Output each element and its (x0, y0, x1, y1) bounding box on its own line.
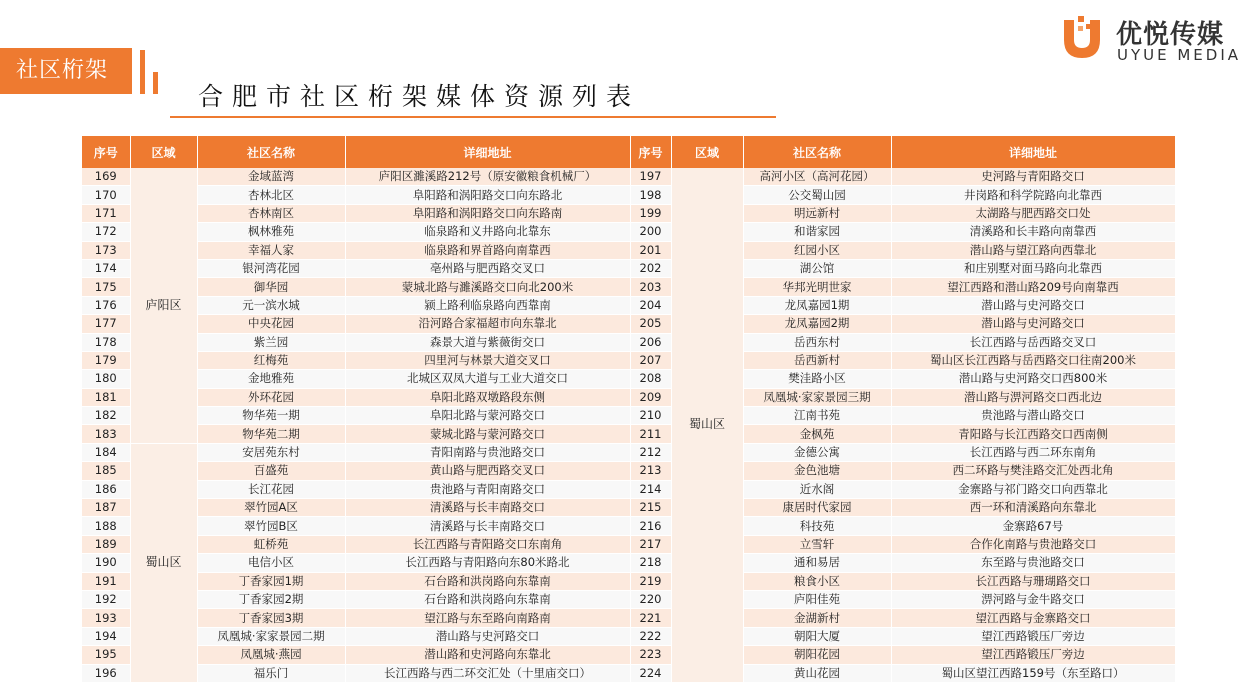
community-name: 福乐门 (197, 664, 345, 682)
table-row (82, 627, 1175, 645)
address: 潜山路与史河路交口 (345, 627, 630, 645)
community-name: 立雪轩 (743, 535, 891, 553)
table-row (82, 333, 1175, 351)
area-cell: 蜀山区 (130, 443, 197, 682)
row-index: 178 (82, 333, 130, 351)
community-name: 长江花园 (197, 480, 345, 498)
table-row (82, 186, 1175, 204)
community-name: 康居时代家园 (743, 499, 891, 517)
row-index: 182 (82, 407, 130, 425)
address: 沿河路合家福超市向东靠北 (345, 315, 630, 333)
community-name: 枫林雅苑 (197, 223, 345, 241)
community-name: 朝阳花园 (743, 646, 891, 664)
address: 井岗路和科学院路向北靠西 (891, 186, 1175, 204)
address: 蒙城北路与蒙河路交口 (345, 425, 630, 443)
row-index: 223 (630, 646, 671, 664)
address: 长江西路与岳西路交叉口 (891, 333, 1175, 351)
address: 西二环路与樊洼路交汇处西北角 (891, 462, 1175, 480)
community-name: 丁香家园3期 (197, 609, 345, 627)
row-index: 175 (82, 278, 130, 296)
community-name: 元一滨水城 (197, 296, 345, 314)
header-area: 区域 (130, 136, 197, 168)
row-index: 192 (82, 590, 130, 608)
community-name: 黄山花园 (743, 664, 891, 682)
community-name: 金色池塘 (743, 462, 891, 480)
page-title: 合肥市社区桁架媒体资源列表 (198, 82, 641, 111)
address: 潜山路与史河路交口 (891, 315, 1175, 333)
community-name: 百盛苑 (197, 462, 345, 480)
area-cell: 庐阳区 (130, 168, 197, 443)
row-index: 189 (82, 535, 130, 553)
header-community: 社区名称 (197, 136, 345, 168)
row-index: 210 (630, 407, 671, 425)
address: 庐阳区濉溪路212号（原安徽粮食机械厂） (345, 168, 630, 186)
row-index: 181 (82, 388, 130, 406)
area-cell: 蜀山区 (671, 168, 743, 682)
community-name: 杏林南区 (197, 204, 345, 222)
row-index: 191 (82, 572, 130, 590)
table-row (82, 572, 1175, 590)
row-index: 214 (630, 480, 671, 498)
table-row (82, 554, 1175, 572)
address: 长江西路与青阳路向东80米路北 (345, 554, 630, 572)
address: 潜山路和史河路向东靠北 (345, 646, 630, 664)
address: 东至路与贵池路交口 (891, 554, 1175, 572)
row-index: 201 (630, 241, 671, 259)
community-name: 明远新村 (743, 204, 891, 222)
table-row (82, 462, 1175, 480)
row-index: 200 (630, 223, 671, 241)
table-row (82, 278, 1175, 296)
header-address: 详细地址 (891, 136, 1175, 168)
table-row (82, 168, 1175, 186)
address: 清溪路与长丰南路交口 (345, 499, 630, 517)
row-index: 212 (630, 443, 671, 461)
community-name: 红梅苑 (197, 351, 345, 369)
address: 金寨路67号 (891, 517, 1175, 535)
table-row (82, 296, 1175, 314)
address: 阜阳北路与蒙河路交口 (345, 407, 630, 425)
row-index: 220 (630, 590, 671, 608)
address: 西一环和清溪路向东靠北 (891, 499, 1175, 517)
table-row (82, 590, 1175, 608)
community-name: 电信小区 (197, 554, 345, 572)
community-name: 金枫苑 (743, 425, 891, 443)
header-address: 详细地址 (345, 136, 630, 168)
address: 临泉路和界首路向南靠西 (345, 241, 630, 259)
row-index: 184 (82, 443, 130, 461)
address: 合作化南路与贵池路交口 (891, 535, 1175, 553)
tag-accent-bar-short (153, 72, 158, 94)
header-index: 序号 (82, 136, 130, 168)
row-index: 193 (82, 609, 130, 627)
row-index: 173 (82, 241, 130, 259)
address: 长江西路与青阳路交口东南角 (345, 535, 630, 553)
table-row (82, 443, 1175, 461)
row-index: 219 (630, 572, 671, 590)
table-row (82, 259, 1175, 277)
resource-table (82, 136, 1176, 683)
community-name: 红园小区 (743, 241, 891, 259)
community-name: 凤凰城·家家景园三期 (743, 388, 891, 406)
address: 清溪路与长丰南路交口 (345, 517, 630, 535)
table-row (82, 315, 1175, 333)
address: 清溪路和长丰路向南靠西 (891, 223, 1175, 241)
address: 贵池路与潜山路交口 (891, 407, 1175, 425)
row-index: 198 (630, 186, 671, 204)
address: 望江西路与金寨路交口 (891, 609, 1175, 627)
address: 亳州路与肥西路交叉口 (345, 259, 630, 277)
address: 森景大道与紫薇街交口 (345, 333, 630, 351)
row-index: 195 (82, 646, 130, 664)
row-index: 224 (630, 664, 671, 682)
row-index: 172 (82, 223, 130, 241)
row-index: 185 (82, 462, 130, 480)
table-row (82, 388, 1175, 406)
row-index: 169 (82, 168, 130, 186)
address: 石台路和洪岗路向东靠南 (345, 572, 630, 590)
address: 淠河路与金牛路交口 (891, 590, 1175, 608)
community-name: 江南书苑 (743, 407, 891, 425)
table-row (82, 517, 1175, 535)
community-name: 御华园 (197, 278, 345, 296)
row-index: 171 (82, 204, 130, 222)
brand-name-en: UYUE MEDIA (1117, 46, 1242, 64)
community-name: 紫兰园 (197, 333, 345, 351)
address: 太湖路与肥西路交口处 (891, 204, 1175, 222)
community-name: 公交蜀山园 (743, 186, 891, 204)
header-area: 区域 (671, 136, 743, 168)
table-row (82, 223, 1175, 241)
community-name: 丁香家园1期 (197, 572, 345, 590)
address: 潜山路与淠河路交口西北边 (891, 388, 1175, 406)
brand-name-cn: 优悦传媒 (1116, 20, 1225, 50)
address: 阜阳路和涡阳路交口向东路南 (345, 204, 630, 222)
community-name: 幸福人家 (197, 241, 345, 259)
row-index: 176 (82, 296, 130, 314)
community-name: 通和易居 (743, 554, 891, 572)
address: 青阳路与长江西路交口西南侧 (891, 425, 1175, 443)
row-index: 177 (82, 315, 130, 333)
community-name: 龙凤嘉园2期 (743, 315, 891, 333)
table-row (82, 646, 1175, 664)
address: 金寨路与祁门路交口向西靠北 (891, 480, 1175, 498)
row-index: 203 (630, 278, 671, 296)
community-name: 龙凤嘉园1期 (743, 296, 891, 314)
table-row (82, 407, 1175, 425)
table-row (82, 480, 1175, 498)
row-index: 179 (82, 351, 130, 369)
community-name: 外环花园 (197, 388, 345, 406)
community-name: 金湖新村 (743, 609, 891, 627)
row-index: 196 (82, 664, 130, 682)
community-name: 岳西新村 (743, 351, 891, 369)
address: 望江西路和潜山路209号向南靠西 (891, 278, 1175, 296)
row-index: 218 (630, 554, 671, 572)
community-name: 翠竹园A区 (197, 499, 345, 517)
row-index: 204 (630, 296, 671, 314)
row-index: 217 (630, 535, 671, 553)
row-index: 211 (630, 425, 671, 443)
address: 蜀山区长江西路与岳西路交口往南200米 (891, 351, 1175, 369)
table-row (82, 535, 1175, 553)
community-name: 安居苑东村 (197, 443, 345, 461)
community-name: 湖公馆 (743, 259, 891, 277)
table-row (82, 425, 1175, 443)
community-name: 和谐家园 (743, 223, 891, 241)
community-name: 中央花园 (197, 315, 345, 333)
row-index: 183 (82, 425, 130, 443)
row-index: 187 (82, 499, 130, 517)
table-row (82, 204, 1175, 222)
address: 四里河与林景大道交叉口 (345, 351, 630, 369)
address: 阜阳路和涡阳路交口向东路北 (345, 186, 630, 204)
row-index: 188 (82, 517, 130, 535)
address: 北城区双凤大道与工业大道交口 (345, 370, 630, 388)
community-name: 高河小区（高河花园） (743, 168, 891, 186)
address: 潜山路与史河路交口 (891, 296, 1175, 314)
address: 蒙城北路与濉溪路交口向北200米 (345, 278, 630, 296)
row-index: 207 (630, 351, 671, 369)
title-underline (170, 116, 776, 118)
address: 贵池路与青阳南路交口 (345, 480, 630, 498)
address: 石台路和洪岗路向东靠南 (345, 590, 630, 608)
header-index: 序号 (630, 136, 671, 168)
row-index: 221 (630, 609, 671, 627)
row-index: 208 (630, 370, 671, 388)
address: 长江西路与珊瑚路交口 (891, 572, 1175, 590)
row-index: 202 (630, 259, 671, 277)
row-index: 205 (630, 315, 671, 333)
address: 黄山路与肥西路交叉口 (345, 462, 630, 480)
community-name: 庐阳佳苑 (743, 590, 891, 608)
address: 潜山路与望江路向西靠北 (891, 241, 1175, 259)
row-index: 190 (82, 554, 130, 572)
tag-accent-bar (140, 50, 145, 94)
row-index: 213 (630, 462, 671, 480)
address: 颍上路利临泉路向西靠南 (345, 296, 630, 314)
address: 望江西路锻压厂旁边 (891, 627, 1175, 645)
row-index: 174 (82, 259, 130, 277)
row-index: 222 (630, 627, 671, 645)
community-name: 丁香家园2期 (197, 590, 345, 608)
community-name: 金域蓝湾 (197, 168, 345, 186)
brand-logo (1058, 8, 1248, 64)
table-row (82, 609, 1175, 627)
table-row (82, 241, 1175, 259)
community-name: 金德公寓 (743, 443, 891, 461)
address: 望江西路锻压厂旁边 (891, 646, 1175, 664)
row-index: 216 (630, 517, 671, 535)
community-name: 翠竹园B区 (197, 517, 345, 535)
community-name: 朝阳大厦 (743, 627, 891, 645)
table-row (82, 499, 1175, 517)
row-index: 180 (82, 370, 130, 388)
address: 长江西路与西二环东南角 (891, 443, 1175, 461)
community-name: 杏林北区 (197, 186, 345, 204)
address: 临泉路和义井路向北靠东 (345, 223, 630, 241)
community-name: 华邦光明世家 (743, 278, 891, 296)
table-row (82, 664, 1175, 682)
community-name: 银河湾花园 (197, 259, 345, 277)
section-tag: 社区桁架 (0, 48, 132, 94)
community-name: 科技苑 (743, 517, 891, 535)
address: 阜阳北路双墩路段东侧 (345, 388, 630, 406)
community-name: 物华苑二期 (197, 425, 345, 443)
address: 长江西路与西二环交汇处（十里庙交口） (345, 664, 630, 682)
row-index: 209 (630, 388, 671, 406)
community-name: 粮食小区 (743, 572, 891, 590)
row-index: 186 (82, 480, 130, 498)
row-index: 215 (630, 499, 671, 517)
header-community: 社区名称 (743, 136, 891, 168)
address: 潜山路与史河路交口西800米 (891, 370, 1175, 388)
address: 青阳南路与贵池路交口 (345, 443, 630, 461)
table-row (82, 351, 1175, 369)
community-name: 岳西东村 (743, 333, 891, 351)
community-name: 金地雅苑 (197, 370, 345, 388)
table-header-row (82, 136, 1175, 168)
brand-logo-icon (1058, 12, 1108, 62)
row-index: 194 (82, 627, 130, 645)
community-name: 近水阁 (743, 480, 891, 498)
community-name: 凤凰城·家家景园二期 (197, 627, 345, 645)
row-index: 197 (630, 168, 671, 186)
address: 史河路与青阳路交口 (891, 168, 1175, 186)
address: 蜀山区望江西路159号（东至路口） (891, 664, 1175, 682)
table-row (82, 370, 1175, 388)
community-name: 樊洼路小区 (743, 370, 891, 388)
community-name: 物华苑一期 (197, 407, 345, 425)
row-index: 199 (630, 204, 671, 222)
address: 望江路与东至路向南路南 (345, 609, 630, 627)
address: 和庄别墅对面马路向北靠西 (891, 259, 1175, 277)
row-index: 206 (630, 333, 671, 351)
community-name: 凤凰城·燕园 (197, 646, 345, 664)
community-name: 虹桥苑 (197, 535, 345, 553)
row-index: 170 (82, 186, 130, 204)
